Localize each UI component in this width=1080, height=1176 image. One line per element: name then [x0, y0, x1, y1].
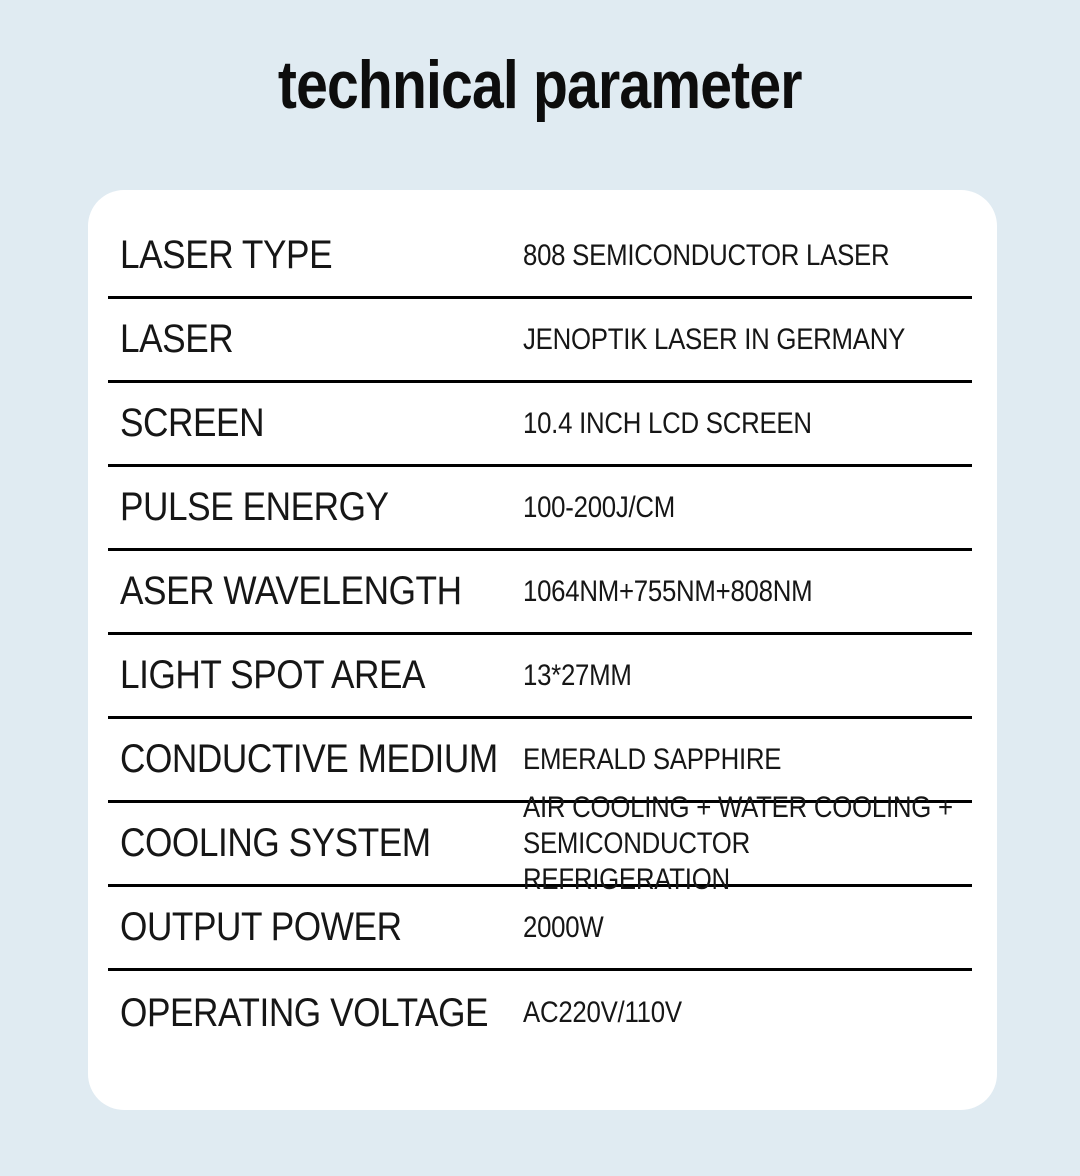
spec-value — [523, 574, 1031, 610]
spec-value — [523, 490, 1031, 526]
spec-value — [523, 790, 1031, 898]
spec-label — [108, 905, 523, 950]
table-row — [108, 635, 972, 719]
spec-value — [523, 910, 1031, 946]
spec-value-text: 100-200J/CM — [523, 490, 676, 524]
spec-label-text: LASER — [120, 317, 234, 361]
spec-label — [108, 653, 523, 698]
table-row — [108, 887, 972, 971]
spec-label — [108, 485, 523, 530]
spec-value — [523, 322, 1031, 358]
spec-label-text: OUTPUT POWER — [120, 905, 402, 949]
spec-label-text: LIGHT SPOT AREA — [120, 653, 426, 697]
page-title: technical parameter — [278, 47, 802, 123]
spec-value-text: 808 SEMICONDUCTOR LASER — [523, 238, 890, 272]
spec-value-text: EMERALD SAPPHIRE — [523, 742, 782, 776]
spec-value-text: AC220V/110V — [523, 996, 682, 1029]
table-row — [108, 971, 972, 1055]
spec-label-text: ASER WAVELENGTH — [120, 569, 462, 613]
spec-label — [108, 821, 523, 866]
spec-label — [108, 401, 523, 446]
table-row — [108, 383, 972, 467]
table-row — [108, 467, 972, 551]
spec-label-text: LASER TYPE — [120, 233, 333, 277]
spec-value-text: JENOPTIK LASER IN GERMANY — [523, 322, 906, 356]
spec-value — [523, 406, 1031, 442]
spec-value — [523, 658, 1031, 694]
spec-card — [88, 190, 997, 1110]
spec-label — [108, 233, 523, 278]
spec-value — [523, 995, 1031, 1031]
spec-value-text: 13*27MM — [523, 658, 632, 692]
spec-label-text: SCREEN — [120, 401, 265, 445]
spec-value — [523, 238, 1031, 274]
spec-value-text: 2000W — [523, 910, 604, 944]
table-row — [108, 551, 972, 635]
page-header — [0, 0, 1080, 124]
table-row — [108, 215, 972, 299]
spec-value — [523, 742, 1031, 778]
spec-label — [108, 737, 523, 782]
spec-value-text: AIR COOLING + WATER COOLING + SEMICONDUCTOR REFRIGERATION — [523, 790, 953, 896]
spec-label-text: COOLING SYSTEM — [120, 821, 431, 865]
spec-table — [108, 215, 972, 1055]
spec-label — [108, 991, 523, 1036]
spec-value-text: 10.4 INCH LCD SCREEN — [523, 406, 812, 440]
spec-value-text: 1064NM+755NM+808NM — [523, 574, 813, 608]
table-row — [108, 299, 972, 383]
table-row — [108, 790, 972, 896]
spec-label — [108, 317, 523, 362]
spec-label-text: PULSE ENERGY — [120, 485, 389, 529]
spec-label-text: OPERATING VOLTAGE — [120, 990, 489, 1035]
spec-label — [108, 569, 523, 614]
spec-label-text: CONDUCTIVE MEDIUM — [120, 737, 498, 781]
